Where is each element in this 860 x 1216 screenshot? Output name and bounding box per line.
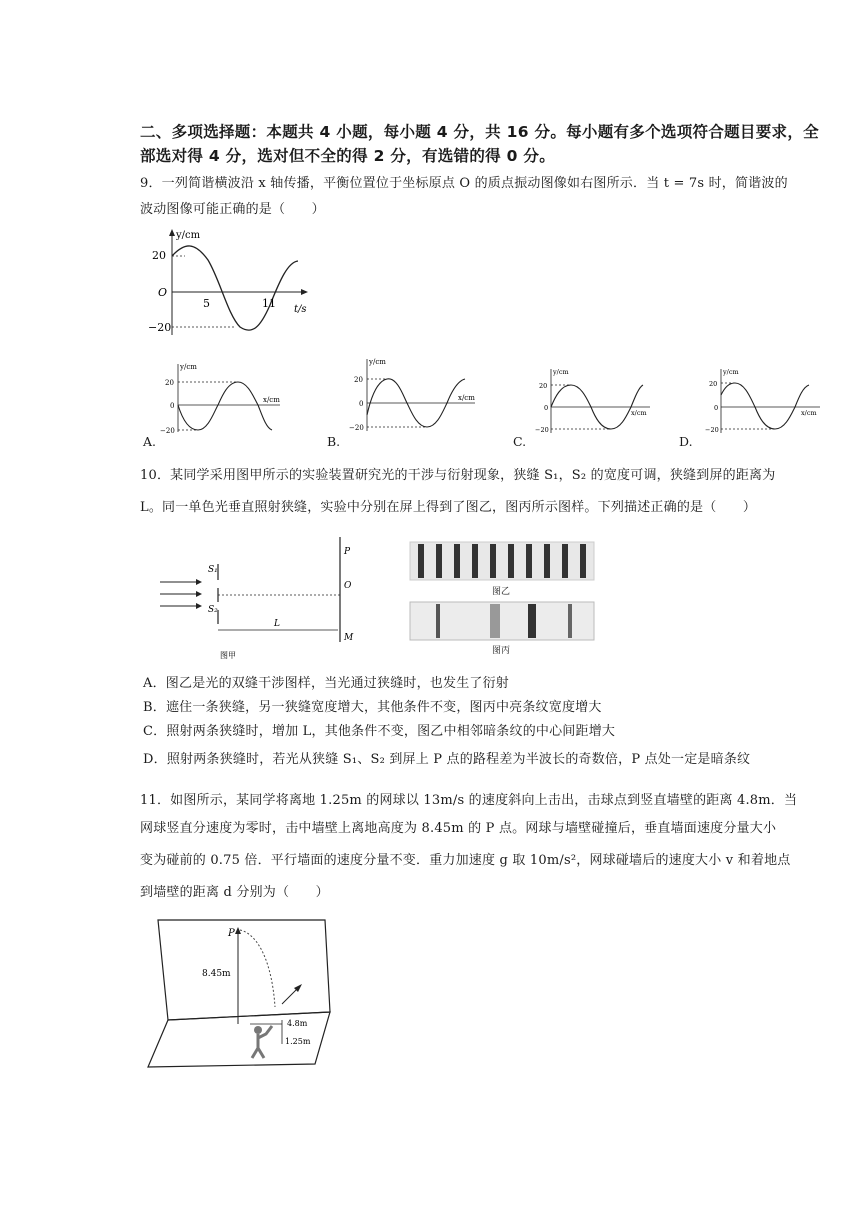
q10-option-d[interactable]: D．照射两条狭缝时，若光从狭缝 S₁、S₂ 到屏上 P 点的路程差为半波长的奇数倍，P 点处一定是暗条纹 — [143, 752, 751, 767]
question-11-stem — [140, 790, 830, 904]
label-o: O — [344, 581, 352, 591]
q9-option-d-graph — [705, 365, 825, 435]
mini-ytop: 20 — [709, 380, 718, 388]
q9-option-a-label[interactable]: A. — [143, 434, 157, 449]
question-10-stem — [140, 465, 830, 519]
q9-graph-origin: O — [158, 286, 168, 299]
label-p: P — [228, 928, 235, 939]
q10-options — [143, 673, 833, 771]
q10-figure-jia — [150, 532, 370, 667]
section-heading-line2: 部选对得 4 分，选对但不全的得 2 分，有选错的得 0 分。 — [140, 147, 556, 165]
caption-jia: 图甲 — [220, 651, 236, 660]
q11-line2: 网球竖直分速度为零时，击中墙壁上离地高度为 8.45m 的 P 点。网球与墙壁碰撞后，垂直墙面速度分量大小 — [140, 821, 777, 836]
vibration-curve — [172, 246, 298, 330]
q9-line2: 波动图像可能正确的是（ ） — [140, 202, 325, 217]
mini-ylabel: y/cm — [369, 358, 386, 366]
q10-line1: 10．某同学采用图甲所示的实验装置研究光的干涉与衍射现象，狭缝 S₁，S₂ 的宽度可调，狭缝到屏的距离为 — [140, 468, 776, 483]
q9-graph-xlabel: t/s — [294, 304, 307, 315]
mini-ytop: 20 — [354, 376, 363, 384]
q9-graph-t2: 11 — [262, 297, 276, 310]
q11-line3: 变为碰前的 0.75 倍．平行墙面的速度分量不变．重力加速度 g 取 10m/s²，网球碰墙后的速度大小 v 和着地点 — [140, 853, 791, 868]
q9-option-b-label[interactable]: B. — [327, 434, 341, 449]
section-heading-line1: 二、多项选择题：本题共 4 小题，每小题 4 分，共 16 分。每小题有多个选项符合题目要求，全 — [140, 123, 819, 141]
q9-graph-ytop: 20 — [152, 249, 166, 262]
q10-line2: L。同一单色光垂直照射狭缝，实验中分别在屏上得到了图乙，图丙所示图样。下列描述正确的是（ ） — [140, 500, 757, 515]
mini-origin: 0 — [544, 404, 549, 412]
wave-curve — [178, 382, 272, 430]
q9-option-a-graph — [160, 360, 285, 435]
mini-xlabel: x/cm — [263, 396, 280, 404]
q11-line1: 11．如图所示，某同学将离地 1.25m 的网球以 13m/s 的速度斜向上击出，击球点到竖直墙壁的距离 4.8m．当 — [140, 793, 798, 808]
q9-option-b-graph — [345, 355, 480, 433]
mini-origin: 0 — [170, 402, 175, 410]
mini-xlabel: x/cm — [801, 409, 817, 417]
trajectory — [240, 930, 275, 1007]
q9-vibration-graph — [140, 225, 320, 340]
q9-graph-ybottom: −20 — [148, 321, 172, 334]
q9-option-c-graph — [535, 365, 655, 435]
q11-figure — [140, 912, 340, 1072]
t-axis-arrow — [301, 289, 308, 295]
mini-origin: 0 — [359, 400, 364, 408]
caption-yi: 图乙 — [492, 587, 511, 597]
q11-line4: 到墙壁的距离 d 分别为（ ） — [140, 885, 329, 900]
mini-ybottom: −20 — [160, 427, 175, 435]
q10-figure-yi — [408, 538, 596, 584]
label-distance: 4.8m — [287, 1019, 308, 1028]
q9-graph-ylabel: y/cm — [176, 230, 201, 241]
q10-figure-bing — [408, 600, 596, 642]
mini-xlabel: x/cm — [458, 394, 475, 402]
mini-ybottom: −20 — [705, 426, 719, 434]
y-axis-arrow — [169, 229, 175, 236]
q10-option-a[interactable]: A．图乙是光的双缝干涉图样，当光通过狭缝时，也发生了衍射 — [143, 676, 509, 691]
q9-option-c-label[interactable]: C. — [513, 434, 527, 449]
label-l: L — [274, 619, 280, 629]
mini-ylabel: y/cm — [553, 368, 569, 376]
player-head — [254, 1026, 262, 1034]
q9-line1: 9．一列简谐横波沿 x 轴传播，平衡位置位于坐标原点 O 的质点振动图像如右图所示．当 t = 7s 时，简谐波的 — [140, 176, 788, 191]
mini-ylabel: y/cm — [723, 368, 739, 376]
q10-option-c[interactable]: C．照射两条狭缝时，增加 L，其他条件不变，图乙中相邻暗条纹的中心间距增大 — [143, 724, 616, 739]
label-p: P — [344, 547, 351, 557]
mini-ybottom: −20 — [349, 424, 364, 432]
label-height: 8.45m — [202, 969, 231, 979]
question-9-stem — [140, 173, 830, 221]
mini-ybottom: −20 — [535, 426, 549, 434]
label-s2: S₂ — [208, 605, 218, 615]
mini-ytop: 20 — [539, 382, 548, 390]
label-hit-height: 1.25m — [285, 1037, 311, 1046]
q9-graph-t1: 5 — [203, 297, 210, 310]
wall — [158, 920, 330, 1020]
label-m: M — [344, 633, 354, 643]
section-heading — [140, 120, 830, 168]
wave-curve — [721, 383, 809, 429]
mini-xlabel: x/cm — [631, 409, 647, 417]
label-s1: S₁ — [208, 565, 218, 575]
mini-origin: 0 — [714, 404, 719, 412]
mini-ytop: 20 — [165, 379, 174, 387]
caption-bing: 图丙 — [492, 646, 511, 656]
q9-option-d-label[interactable]: D. — [679, 434, 693, 449]
mini-ylabel: y/cm — [180, 363, 197, 371]
q10-option-b[interactable]: B．遮住一条狭缝，另一狭缝宽度增大，其他条件不变，图丙中亮条纹宽度增大 — [143, 700, 602, 715]
